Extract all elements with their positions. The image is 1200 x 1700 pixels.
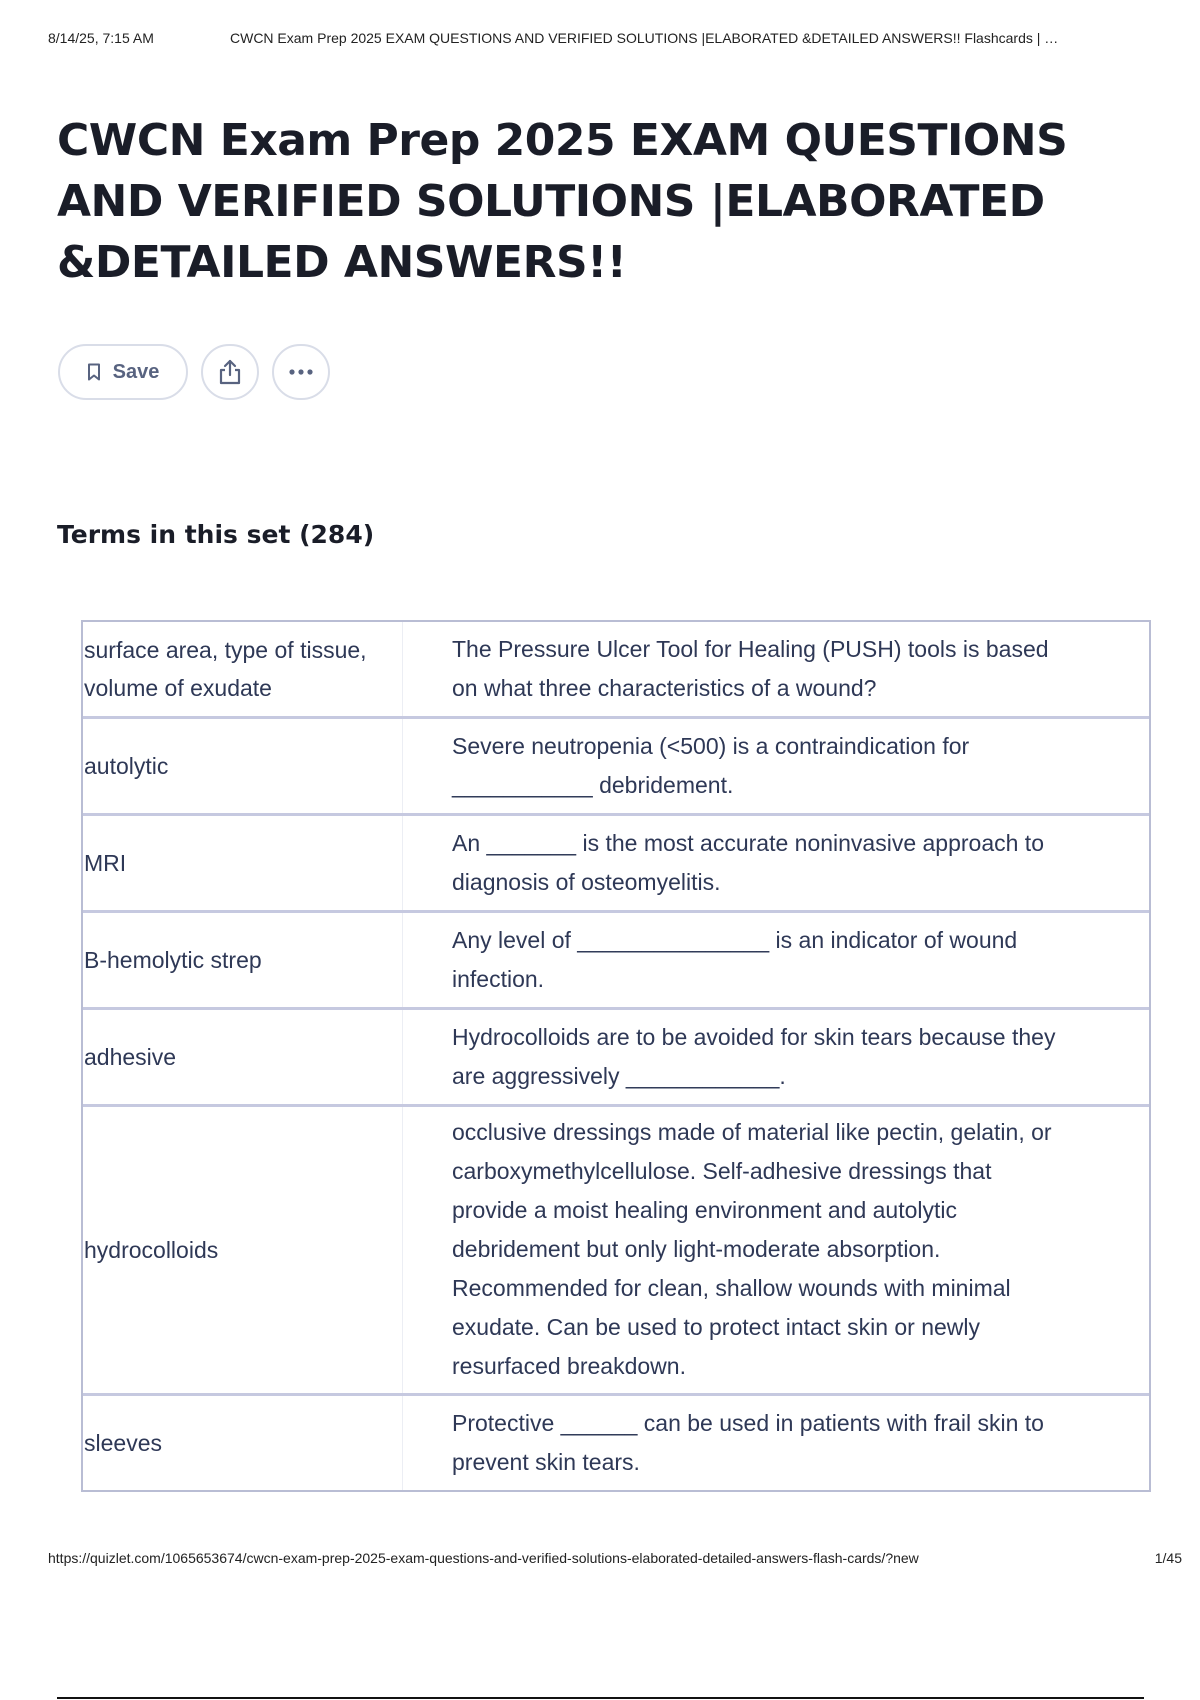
term-text: hydrocolloids	[83, 1107, 403, 1393]
share-icon	[217, 358, 243, 386]
save-button[interactable]	[58, 344, 188, 400]
save-label: Save	[112, 360, 160, 383]
term-text: B-hemolytic strep	[83, 913, 403, 1007]
term-text: adhesive	[83, 1010, 403, 1104]
definition-text: The Pressure Ulcer Tool for Healing (PUSH) tools is based on what three characteristics of a wound?	[452, 635, 1049, 701]
term-row[interactable]	[83, 1393, 1149, 1490]
term-row[interactable]	[83, 1007, 1149, 1104]
term-row[interactable]	[83, 1104, 1149, 1393]
term-row[interactable]	[83, 716, 1149, 813]
definition-text: Severe neutropenia (<500) is a contraindication for ___________ debridement.	[452, 732, 970, 798]
term-row[interactable]	[83, 813, 1149, 910]
print-document-title: CWCN Exam Prep 2025 EXAM QUESTIONS AND VERIFIED SOLUTIONS |ELABORATED &DETAILED ANSWERS!! Flashcards | …	[230, 30, 1059, 46]
print-header	[48, 30, 1178, 52]
page-url: https://quizlet.com/1065653674/cwcn-exam-prep-2025-exam-questions-and-verified-solutions-elaborated-detailed-answers-flash-cards/?new	[48, 1550, 919, 1566]
terms-table	[81, 620, 1151, 1492]
terms-heading: Terms in this set (284)	[57, 520, 375, 549]
definition-text: Any level of _______________ is an indicator of wound infection.	[452, 926, 1018, 992]
print-datetime: 8/14/25, 7:15 AM	[48, 30, 154, 46]
definition-text: An _______ is the most accurate noninvasive approach to diagnosis of osteomyelitis.	[452, 829, 1044, 895]
page-title: CWCN Exam Prep 2025 EXAM QUESTIONS AND VERIFIED SOLUTIONS |ELABORATED &DETAILED ANSWERS!!	[57, 115, 1068, 288]
page-number: 1/45	[1154, 1550, 1182, 1566]
definition-text: Hydrocolloids are to be avoided for skin tears because they are aggressively ____________.	[452, 1023, 1056, 1089]
divider	[57, 1697, 1144, 1699]
term-text: sleeves	[83, 1396, 403, 1490]
definition-text: occlusive dressings made of material like pectin, gelatin, or carboxymethylcellulose. Self-adhesive dressings that provide a moist healing environment and autolytic debridement but only light-moderate absorption. Recommended for clean, shallow wounds with minimal exudate. Can be used to protect intact skin or newly resurfaced breakdown.	[452, 1119, 1052, 1379]
term-row[interactable]	[83, 622, 1149, 716]
term-text: MRI	[83, 816, 403, 910]
term-text: autolytic	[83, 719, 403, 813]
action-bar	[58, 344, 330, 400]
share-button[interactable]	[201, 344, 259, 400]
more-options-button[interactable]	[272, 344, 330, 400]
term-text: surface area, type of tissue, volume of exudate	[83, 622, 403, 716]
definition-text: Protective ______ can be used in patients with frail skin to prevent skin tears.	[452, 1409, 1044, 1475]
more-icon	[288, 369, 314, 375]
term-row[interactable]	[83, 910, 1149, 1007]
bookmark-icon	[87, 363, 101, 381]
